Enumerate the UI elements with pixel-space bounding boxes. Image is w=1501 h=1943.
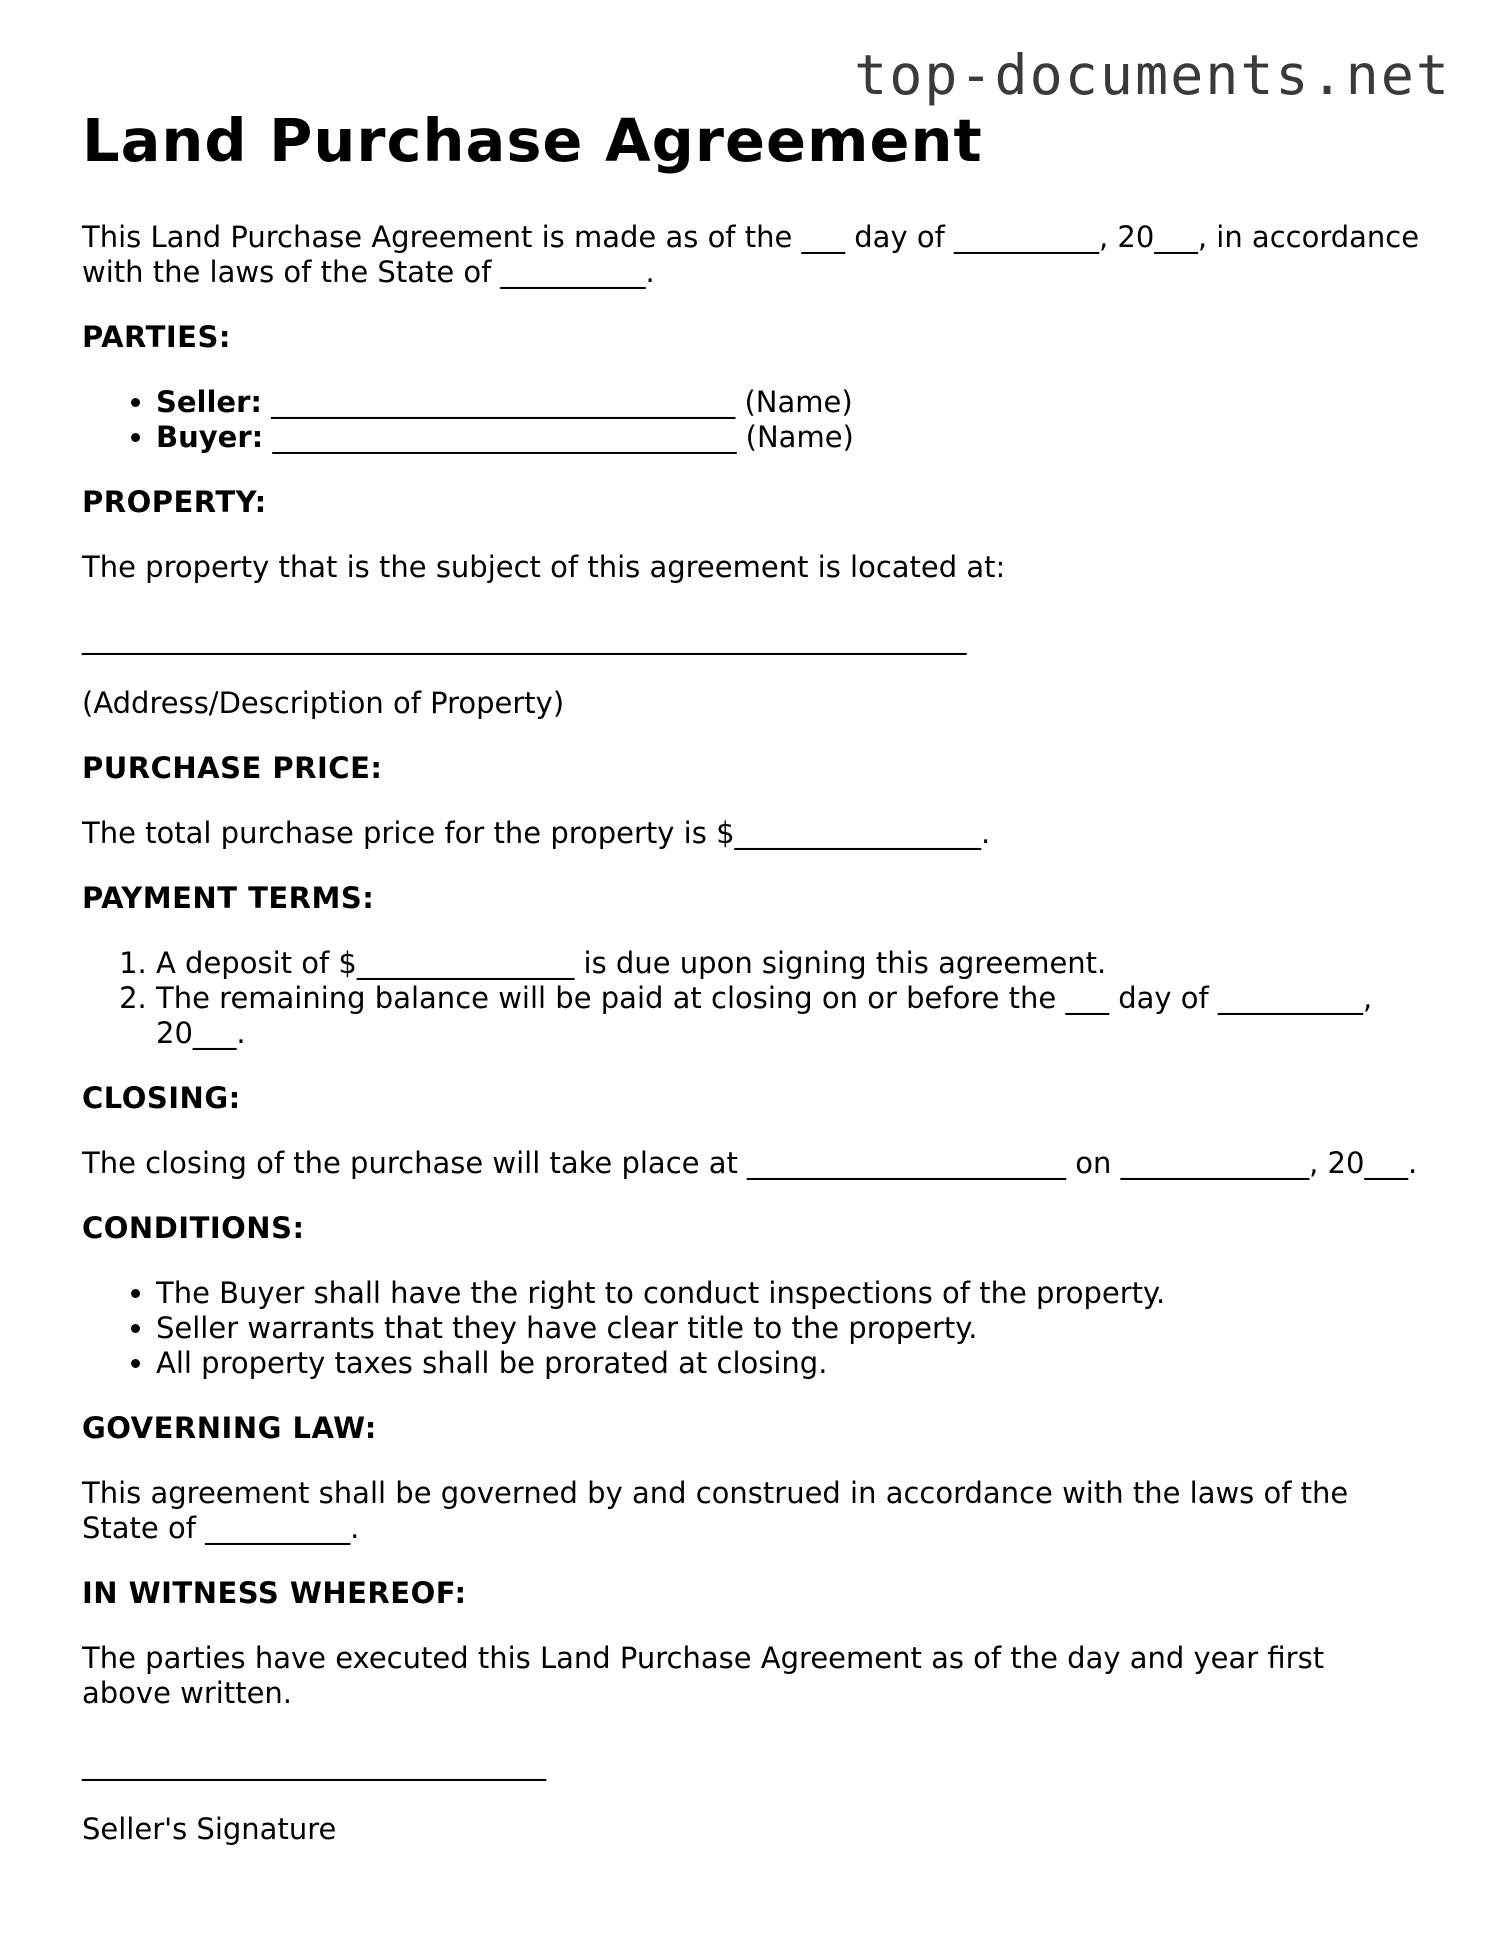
property-text: The property that is the subject of this agreement is located at: — [82, 550, 1006, 584]
payment-terms-heading: PAYMENT TERMS: — [82, 881, 375, 915]
signature-label: Seller's Signature — [82, 1812, 337, 1846]
closing-text: The closing of the purchase will take place at ______________________ on _____________, 20___. — [82, 1146, 1418, 1180]
seller-item — [156, 385, 1422, 420]
witness-heading: IN WITNESS WHEREOF: — [82, 1576, 467, 1610]
intro-paragraph: This Land Purchase Agreement is made as of the ___ day of __________, 20___, in accordance with the laws of the State of __________. — [82, 220, 1420, 289]
property-caption: (Address/Description of Property) — [82, 686, 565, 720]
watermark: top-documents.net — [854, 43, 1451, 107]
seller-field: ________________________________ (Name) — [262, 385, 853, 419]
purchase-price-text: The total purchase price for the property is $_________________. — [82, 816, 991, 850]
payment-term-item: 1. A deposit of $_______________ is due upon signing this agreement. — [156, 946, 1422, 981]
parties-list — [82, 385, 1422, 455]
parties-heading: PARTIES: — [82, 320, 231, 354]
property-heading: PROPERTY: — [82, 485, 267, 519]
conditions-heading: CONDITIONS: — [82, 1211, 305, 1245]
condition-item: • All property taxes shall be prorated at closing. — [156, 1346, 1422, 1381]
condition-item: • Seller warrants that they have clear title to the property. — [156, 1311, 1422, 1346]
document-page — [82, 108, 1422, 1877]
condition-item: • The Buyer shall have the right to conduct inspections of the property. — [156, 1276, 1422, 1311]
purchase-price-heading: PURCHASE PRICE: — [82, 751, 383, 785]
governing-law-text: This agreement shall be governed by and construed in accordance with the laws of the State of __________. — [82, 1476, 1349, 1545]
payment-term-item: 2. The remaining balance will be paid at closing on or before the ___ day of __________, 20___. — [156, 981, 1422, 1051]
signature-line: ________________________________ — [82, 1747, 546, 1781]
buyer-field: ________________________________ (Name) — [263, 420, 854, 454]
governing-law-heading: GOVERNING LAW: — [82, 1411, 377, 1445]
closing-heading: CLOSING: — [82, 1081, 241, 1115]
conditions-list — [82, 1276, 1422, 1381]
witness-text: The parties have executed this Land Purchase Agreement as of the day and year first above written. — [82, 1641, 1325, 1710]
seller-label: Seller: — [156, 385, 263, 419]
property-address-blank: _____________________________________________________________ — [82, 621, 967, 655]
payment-terms-list — [82, 946, 1422, 1051]
buyer-item — [156, 420, 1422, 455]
buyer-label: Buyer: — [156, 420, 264, 454]
document-title: Land Purchase Agreement — [82, 106, 983, 175]
